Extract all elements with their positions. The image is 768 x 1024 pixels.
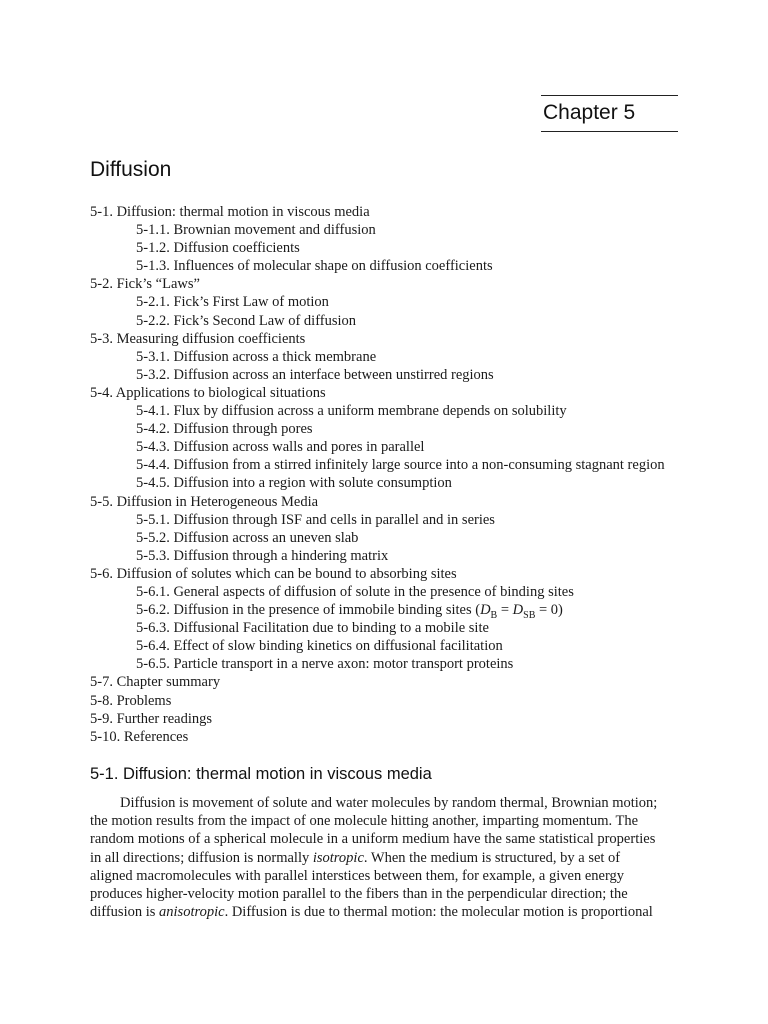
formula-symbol: D [480,602,491,619]
formula-operator: = [497,602,513,619]
toc-section-item: 5-10. References [90,728,189,745]
toc-subsection-item: 5-6.1. General aspects of diffusion of solute in the presence of binding sites [136,583,574,600]
formula-subscript: SB [523,609,536,621]
toc-subsection-item: 5-2.2. Fick’s Second Law of diffusion [136,312,357,329]
toc-section-item: 5-1. Diffusion: thermal motion in viscous media [90,204,370,220]
toc-section-item: 5-7. Chapter summary [90,674,221,691]
body-line: the motion results from the impact of one molecule hitting another, imparting momentum. The [90,813,639,830]
toc-section-item: 5-2. Fick’s “Laws” [90,276,200,293]
toc-subsection-item: 5-4.5. Diffusion into a region with solute consumption [136,475,452,492]
toc-subsection-item: 5-5.1. Diffusion through ISF and cells in parallel and in series [136,511,495,528]
table-of-contents [90,203,730,746]
toc-subsection-item: 5-6.4. Effect of slow binding kinetics on diffusional facilitation [136,638,503,655]
toc-subsection-item: 5-6.2. Diffusion in the presence of immobile binding sites $(D_B = D_{SB} = 0)$ [136,602,563,621]
body-line: Diffusion is movement of solute and water molecules by random thermal, Brownian motion; [120,795,658,811]
toc-section-item: 5-4. Applications to biological situations [90,384,326,401]
toc-section-item: 5-5. Diffusion in Heterogeneous Media [90,493,319,510]
chapter-title: Diffusion [90,158,172,181]
formula-subscript: B [490,609,498,621]
chapter-top-rule [541,95,678,96]
body-line: diffusion is anisotropic. Diffusion is due to thermal motion: the molecular motion is proportional [90,904,653,921]
body-line: aligned macromolecules with parallel interstices between them, for example, a given energy [90,867,625,884]
body-line: in all directions; diffusion is normally isotropic. When the medium is structured, by a set of [90,849,621,866]
toc-subsection-item: 5-3.1. Diffusion across a thick membrane [136,348,377,365]
toc-subsection-item: 5-4.3. Diffusion across walls and pores in parallel [136,439,425,456]
formula-symbol: D [512,602,524,619]
toc-section-item: 5-3. Measuring diffusion coefficients [90,330,306,347]
toc-subsection-item: 5-1.1. Brownian movement and diffusion [136,222,376,239]
toc-subsection-item: 5-1.2. Diffusion coefficients [136,240,300,257]
toc-subsection-item: 5-6.3. Diffusional Facilitation due to binding to a mobile site [136,620,489,637]
emphasized-term: anisotropic [159,904,225,921]
toc-section-item: 5-6. Diffusion of solutes which can be bound to absorbing sites [90,565,457,582]
toc-subsection-item: 5-4.1. Flux by diffusion across a uniform membrane depends on solubility [136,403,567,420]
formula-tail: = 0) [535,602,563,619]
chapter-bottom-rule [541,131,678,132]
toc-subsection-item: 5-5.3. Diffusion through a hindering matrix [136,547,389,564]
toc-subsection-item: 5-6.5. Particle transport in a nerve axon: motor transport proteins [136,656,514,673]
toc-section-item: 5-9. Further readings [90,710,213,727]
body-line: random motions of a spherical molecule in a uniform medium have the same statistical properties [90,831,656,848]
toc-subsection-item: 5-2.1. Fick’s First Law of motion [136,294,329,311]
emphasized-term: isotropic [312,849,364,866]
toc-subsection-item: 5-4.2. Diffusion through pores [136,421,313,438]
chapter-label: Chapter 5 [543,101,636,124]
section-heading: 5-1. Diffusion: thermal motion in viscous media [90,765,432,783]
toc-subsection-item: 5-1.3. Influences of molecular shape on diffusion coefficients [136,258,493,275]
toc-subsection-item: 5-3.2. Diffusion across an interface between unstirred regions [136,366,494,383]
toc-subsection-item: 5-4.4. Diffusion from a stirred infinitely large source into a non-consuming stagnant region [136,457,665,474]
section-body-text [90,794,690,921]
toc-subsection-item: 5-5.2. Diffusion across an uneven slab [136,529,359,546]
body-line: produces higher-velocity motion parallel to the fibers than in the perpendicular direction; the [90,886,628,903]
toc-section-item: 5-8. Problems [90,692,172,709]
